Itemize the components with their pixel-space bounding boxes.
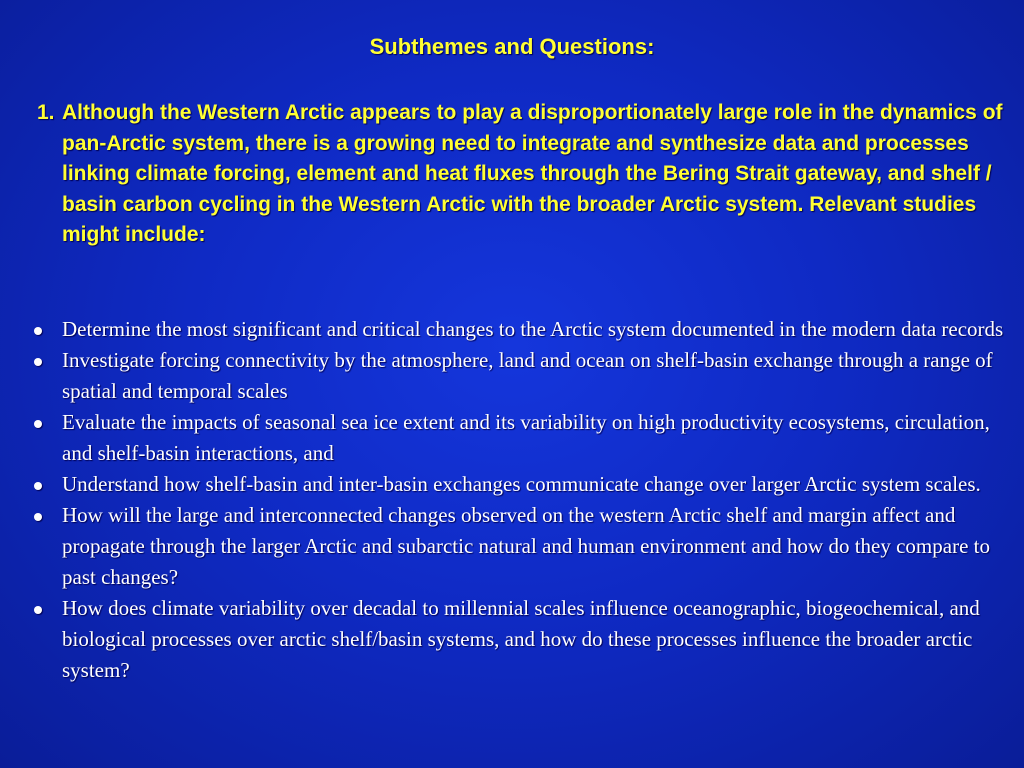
list-item [30, 500, 1010, 593]
intro-text: Although the Western Arctic appears to play a disproportionately large role in the dynamics of pan-Arctic system, there is a growing need to integrate and synthesize data and processes linking climate forcing, element and heat fluxes through the Bering Strait gateway, and shelf / basin carbon cycling in the Western Arctic with the broader Arctic system. Relevant studies might include: [62, 101, 1003, 247]
bullet-icon [34, 482, 42, 490]
bullet-icon [34, 513, 42, 521]
bullet-text: Evaluate the impacts of seasonal sea ice extent and its variability on high productivity ecosystems, circulation, and shelf-basin interactions, and [62, 410, 990, 465]
list-item [30, 407, 1010, 469]
list-item [30, 469, 1010, 500]
slide-title: Subthemes and Questions: [369, 34, 655, 59]
bullet-text: How will the large and interconnected changes observed on the western Arctic shelf and margin affect and propagate through the larger Arctic and subarctic natural and human environment and how do they compare to past changes? [62, 503, 990, 589]
list-item [30, 345, 1010, 407]
bullet-icon [34, 420, 42, 428]
list-item [30, 593, 1010, 686]
bullet-text: How does climate variability over decadal to millennial scales influence oceanographic, biogeochemical, and biological processes over arctic shelf/basin systems, and how do these processes influence the broader arctic system? [62, 596, 980, 682]
bullet-text: Understand how shelf-basin and inter-basin exchanges communicate change over larger Arctic system scales. [62, 472, 981, 496]
bullet-icon [34, 606, 42, 614]
bullet-text: Determine the most significant and critical changes to the Arctic system documented in the modern data records [62, 317, 1004, 341]
bullet-icon [34, 327, 42, 335]
bullet-list [30, 314, 1010, 686]
intro-paragraph [37, 98, 1012, 251]
intro-number: 1. [37, 101, 55, 124]
bullet-icon [34, 358, 42, 366]
bullet-text: Investigate forcing connectivity by the atmosphere, land and ocean on shelf-basin exchange through a range of spatial and temporal scales [62, 348, 993, 403]
list-item [30, 314, 1010, 345]
